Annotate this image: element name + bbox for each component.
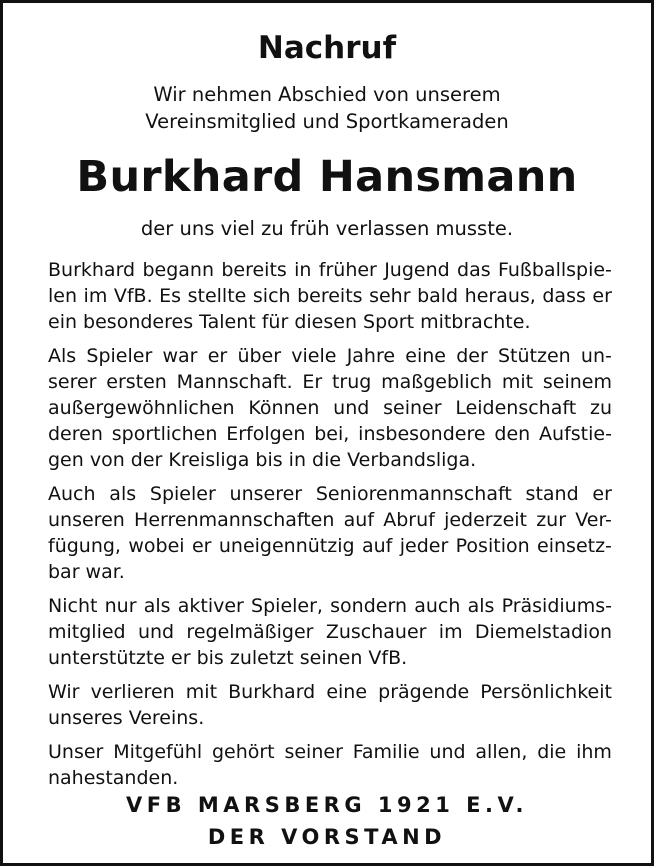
paragraph-line: ein besonderes Talent für diesen Sport mitbrachte. [48,311,531,333]
paragraph-line: Unser Mitgefühl gehört seiner Familie und allen, die ihm [48,741,612,763]
paragraph-line: nahestanden. [48,767,179,789]
obituary-paragraph [48,593,612,671]
notice-heading: Nachruf [257,30,397,66]
paragraph-line: Auch als Spieler unserer Seniorenmannschaft stand er [48,483,612,505]
subline-text: der uns viel zu früh verlassen musste. [140,217,514,240]
obituary-paragraph [48,343,612,473]
paragraph-line: unseres Vereins. [48,707,205,729]
signature-block [3,789,651,853]
paragraph-line: fügung, wobei er uneigennützig auf jeder Position einsetz- [48,535,612,557]
paragraph-line: deren sportlichen Erfolgen bei, insbesondere den Aufstie- [48,423,612,445]
paragraph-line: bar war. [48,561,125,583]
paragraph-line: mitglied und regelmäßiger Zuschauer im Diemelstadion [48,621,612,643]
obituary-body [48,257,612,799]
paragraph-line: Burkhard begann bereits in früher Jugend das Fußballspie- [48,259,612,281]
obituary-paragraph [48,679,612,731]
intro-line: Vereinsmitglied und Sportkameraden [145,110,509,133]
deceased-name: Burkhard Hansmann [76,152,578,202]
paragraph-line: unseren Herrenmannschaften auf Abruf jederzeit zur Ver- [48,509,612,531]
paragraph-line: gen von der Kreisliga bis in die Verbandsliga. [48,449,477,471]
obituary-paragraph [48,257,612,335]
paragraph-line: unterstützte er bis zuletzt seinen VfB. [48,647,408,669]
board-signature: DER VORSTAND [207,825,447,849]
intro-line: Wir nehmen Abschied von unserem [153,83,501,106]
paragraph-line: außergewöhnlichen Können und seiner Leidenschaft zu [48,397,612,419]
paragraph-line: len im VfB. Es stellte sich bereits sehr bald heraus, dass er [48,285,612,307]
obituary-paragraph [48,481,612,585]
intro-text [3,81,651,135]
paragraph-line: Wir verlieren mit Burkhard eine prägende Persönlichkeit [48,681,612,703]
paragraph-line: serer ersten Mannschaft. Er trug maßgeblich mit seinem [48,371,612,393]
paragraph-line: Als Spieler war er über viele Jahre eine der Stützen un- [48,345,612,367]
paragraph-line: Nicht nur als aktiver Spieler, sondern auch als Präsidiums- [48,595,612,617]
obituary-paragraph [48,739,612,791]
club-name: VFB MARSBERG 1921 E.V. [125,793,529,817]
